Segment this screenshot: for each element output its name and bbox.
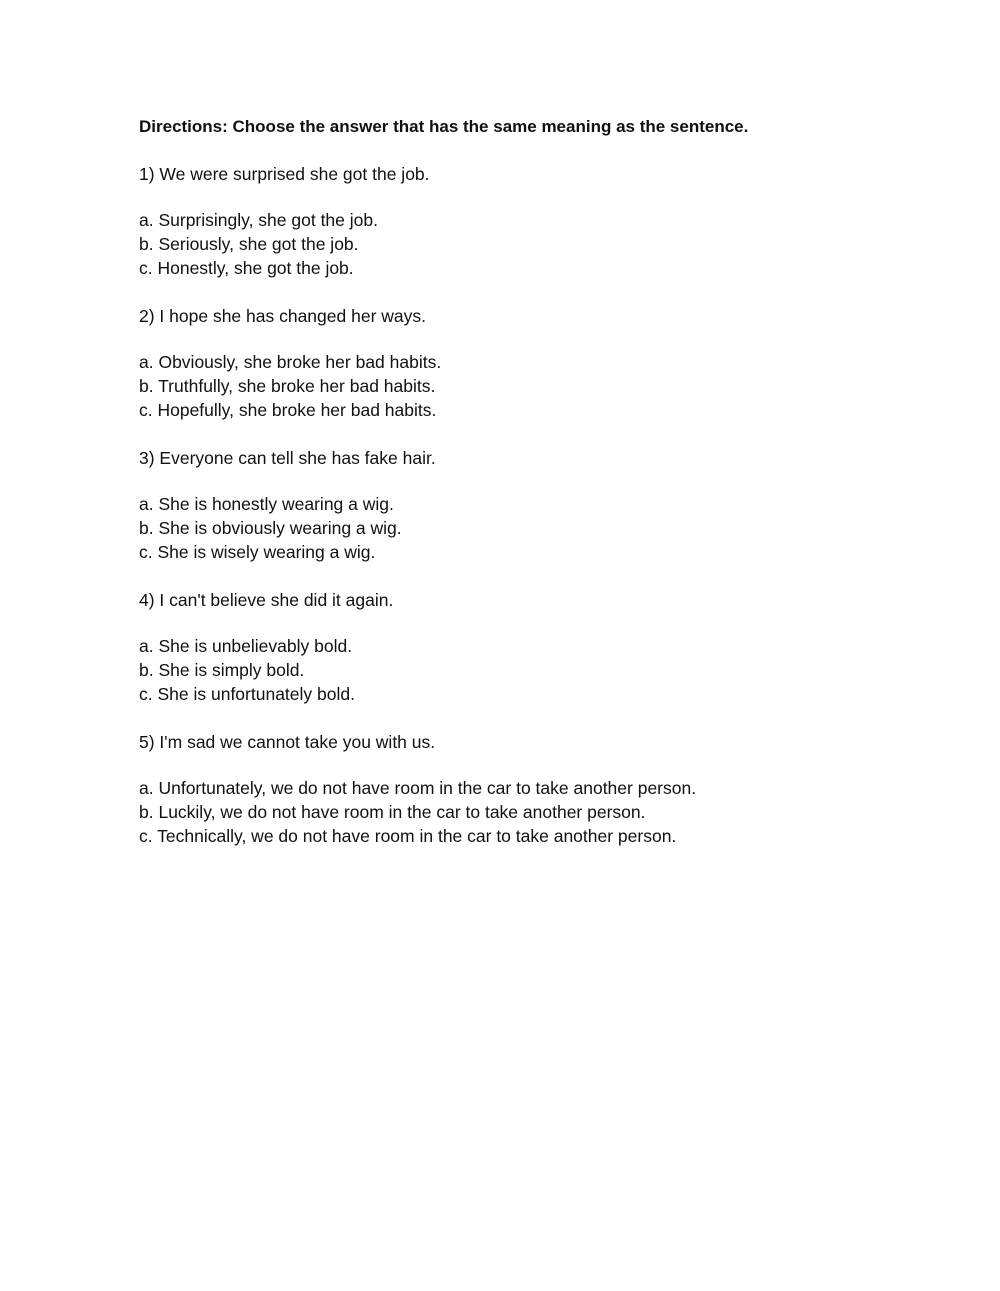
option-c: c. Technically, we do not have room in the car to take another person. bbox=[139, 826, 677, 846]
option-list bbox=[139, 634, 959, 706]
option-a: a. Surprisingly, she got the job. bbox=[139, 210, 378, 230]
option-b: b. Seriously, she got the job. bbox=[139, 234, 359, 254]
option-b: b. She is simply bold. bbox=[139, 660, 305, 680]
directions-heading: Directions: Choose the answer that has the same meaning as the sentence. bbox=[139, 117, 749, 136]
question-prompt: 5) I'm sad we cannot take you with us. bbox=[139, 732, 436, 752]
question-block-1 bbox=[139, 162, 959, 280]
question-prompt: 4) I can't believe she did it again. bbox=[139, 590, 394, 610]
option-a: a. Unfortunately, we do not have room in the car to take another person. bbox=[139, 778, 697, 798]
option-c: c. Honestly, she got the job. bbox=[139, 258, 354, 278]
question-prompt: 2) I hope she has changed her ways. bbox=[139, 306, 426, 326]
option-list bbox=[139, 350, 959, 422]
option-b: b. Truthfully, she broke her bad habits. bbox=[139, 376, 436, 396]
option-c: c. She is wisely wearing a wig. bbox=[139, 542, 376, 562]
option-list bbox=[139, 776, 959, 848]
question-prompt: 3) Everyone can tell she has fake hair. bbox=[139, 448, 436, 468]
question-prompt: 1) We were surprised she got the job. bbox=[139, 164, 430, 184]
option-c: c. She is unfortunately bold. bbox=[139, 684, 355, 704]
worksheet-content bbox=[139, 116, 959, 848]
option-c: c. Hopefully, she broke her bad habits. bbox=[139, 400, 437, 420]
question-block-5 bbox=[139, 730, 959, 848]
question-block-2 bbox=[139, 304, 959, 422]
option-b: b. She is obviously wearing a wig. bbox=[139, 518, 402, 538]
option-a: a. Obviously, she broke her bad habits. bbox=[139, 352, 442, 372]
option-a: a. She is honestly wearing a wig. bbox=[139, 494, 394, 514]
option-list bbox=[139, 492, 959, 564]
option-a: a. She is unbelievably bold. bbox=[139, 636, 353, 656]
question-block-3 bbox=[139, 446, 959, 564]
option-list bbox=[139, 208, 959, 280]
question-block-4 bbox=[139, 588, 959, 706]
option-b: b. Luckily, we do not have room in the car to take another person. bbox=[139, 802, 646, 822]
